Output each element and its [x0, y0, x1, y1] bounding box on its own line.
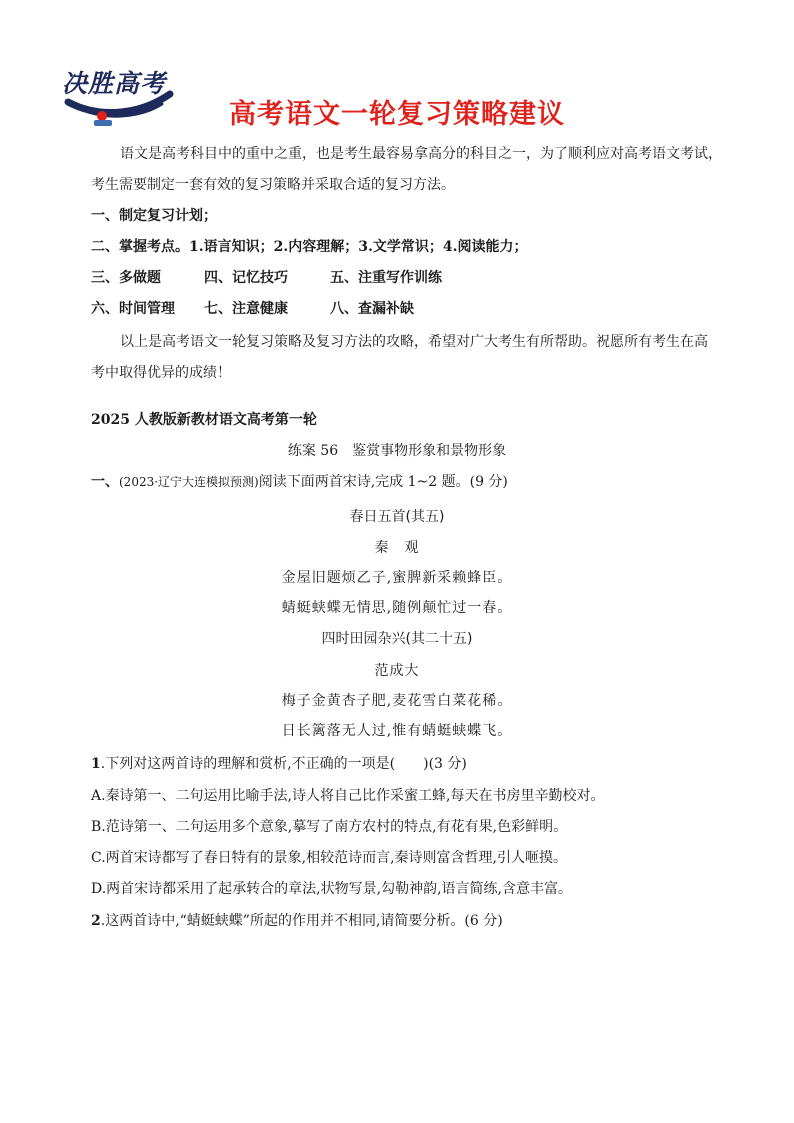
- strategy-7: 七、注意健康: [204, 301, 288, 317]
- outro-line-1: 以上是高考语文一轮复习策略及复习方法的攻略，希望对广大考生有所帮助。祝愿所有考生在高: [120, 334, 708, 350]
- poem2-line-2: 日长篱落无人过,惟有蜻蜓蛱蝶飞。: [281, 723, 513, 739]
- intro-line-2: 考生需要制定一套有效的复习策略并采取合适的复习方法。: [91, 177, 455, 193]
- strategy-5: 五、注重写作训练: [330, 270, 442, 286]
- page-title: 高考语文一轮复习策略建议: [229, 99, 565, 130]
- instruction-label: 一、: [91, 474, 119, 490]
- poem2-author: 范成大: [374, 663, 420, 679]
- option-c: C.两首宋诗都写了春日特有的景象,相较范诗而言,秦诗则富含哲理,引人咂摸。: [91, 850, 568, 866]
- strategy-6: 六、时间管理: [91, 301, 175, 317]
- poem1-author: 秦 观: [374, 540, 420, 556]
- strategy-1: 一、制定复习计划；: [91, 208, 217, 224]
- logo-text: 决胜高考: [62, 69, 167, 98]
- question-1-number: 1: [91, 756, 101, 772]
- outro-line-2: 考中取得优异的成绩！: [91, 365, 231, 381]
- option-b: B.范诗第一、二句运用多个意象,摹写了南方农村的特点,有花有果,色彩鲜明。: [91, 819, 568, 835]
- intro-line-1: 语文是高考科目中的重中之重，也是考生最容易拿高分的科目之一，为了顺利应对高考语文考试，: [120, 146, 722, 162]
- strategy-8: 八、查漏补缺: [330, 301, 414, 317]
- poem1-line-2: 蜻蜓蛱蝶无情思,随例颠忙过一春。: [281, 600, 513, 616]
- exercise-heading: 练案 56 鉴赏事物形象和景物形象: [287, 443, 507, 459]
- poem1-line-1: 金屋旧题烦乙子,蜜脾新采赖蜂臣。: [281, 570, 513, 586]
- poem1-title: 春日五首(其五): [349, 509, 445, 525]
- question-2-number: 2: [91, 913, 101, 929]
- question-1-stem: .下列对这两首诗的理解和赏析,不正确的一项是( )(3 分): [100, 756, 467, 772]
- option-d: D.两首宋诗都采用了起承转合的章法,状物写景,勾勒神韵,语言简练,含意丰富。: [91, 881, 572, 897]
- strategy-4: 四、记忆技巧: [204, 270, 288, 286]
- option-a: A.秦诗第一、二句运用比喻手法,诗人将自己比作采蜜工蜂,每天在书房里辛勤校对。: [91, 788, 605, 804]
- question-2: [91, 910, 503, 930]
- question-1: [91, 753, 467, 773]
- instruction-text: 阅读下面两首宋诗,完成 1~2 题。(9 分): [258, 474, 508, 490]
- poem2-line-1: 梅子金黄杏子肥,麦花雪白菜花稀。: [281, 693, 513, 709]
- poem2-title: 四时田园杂兴(其二十五): [321, 631, 473, 647]
- strategy-2: 二、掌握考点。1.语言知识；2.内容理解；3.文学常识；4.阅读能力；: [91, 239, 528, 255]
- question-2-stem: .这两首诗中,“蜻蜓蛱蝶”所起的作用并不相同,请简要分析。(6 分): [100, 913, 503, 929]
- series-heading: 2025 人教版新教材语文高考第一轮: [91, 412, 317, 428]
- instruction: [91, 472, 508, 492]
- strategy-3: 三、多做题: [91, 270, 161, 286]
- instruction-source: (2023·辽宁大连模拟预测): [119, 475, 259, 489]
